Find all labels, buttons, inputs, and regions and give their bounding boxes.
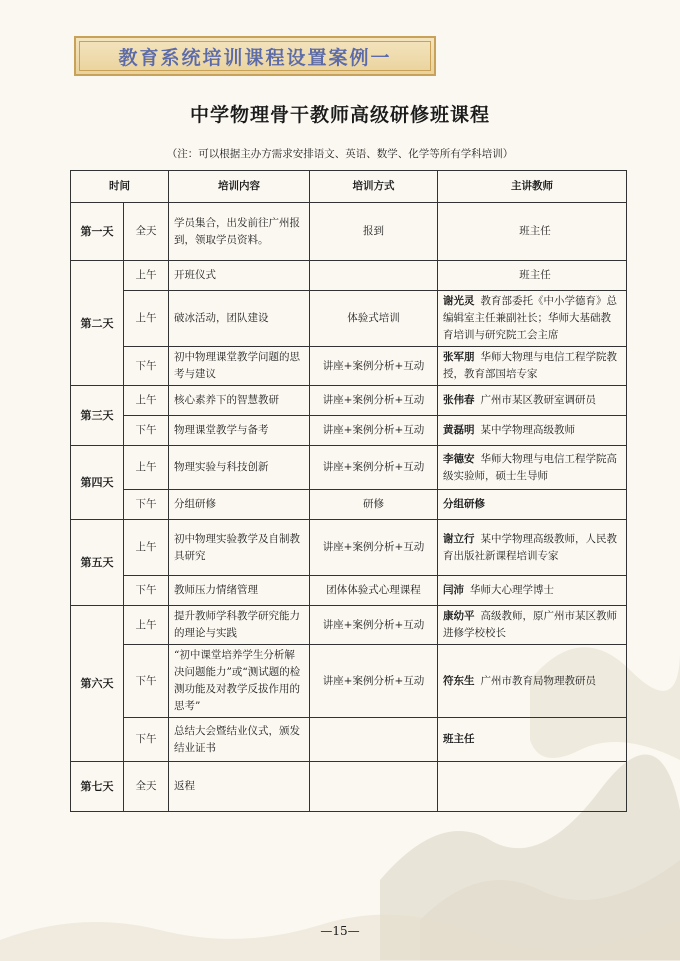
teacher-description: 某中学物理高级教师，人民教育出版社新课程培训专家 bbox=[443, 532, 617, 562]
time-slot-cell: 下午 bbox=[124, 347, 169, 386]
table-row bbox=[71, 520, 627, 576]
content-cell: 分组研修 bbox=[169, 490, 310, 520]
day-cell: 第四天 bbox=[71, 446, 124, 520]
content-cell: 学员集合，出发前往广州报到，领取学员资料。 bbox=[169, 203, 310, 261]
page-number: —15— bbox=[320, 924, 360, 938]
teacher-cell bbox=[438, 446, 627, 490]
header-content: 培训内容 bbox=[169, 171, 310, 203]
method-cell: 体验式培训 bbox=[310, 291, 438, 347]
table-row bbox=[71, 645, 627, 718]
teacher-name: 黄磊明 bbox=[443, 424, 475, 436]
table-row bbox=[71, 291, 627, 347]
content-cell: 物理课堂教学与备考 bbox=[169, 416, 310, 446]
method-cell: 讲座+案例分析+互动 bbox=[310, 520, 438, 576]
method-cell: 研修 bbox=[310, 490, 438, 520]
teacher-cell bbox=[438, 386, 627, 416]
note-text: （注：可以根据主办方需求安排语文、英语、数学、化学等所有学科培训） bbox=[166, 148, 514, 160]
table-row bbox=[71, 416, 627, 446]
content-cell: 破冰活动，团队建设 bbox=[169, 291, 310, 347]
time-slot-cell: 下午 bbox=[124, 645, 169, 718]
teacher-name: 谢光灵 bbox=[443, 295, 475, 307]
day-cell: 第六天 bbox=[71, 606, 124, 762]
day-cell: 第七天 bbox=[71, 762, 124, 812]
method-cell bbox=[310, 762, 438, 812]
time-slot-cell: 下午 bbox=[124, 576, 169, 606]
content-cell: 初中物理实验教学及自制教具研究 bbox=[169, 520, 310, 576]
day-cell: 第二天 bbox=[71, 261, 124, 386]
time-slot-cell: 下午 bbox=[124, 718, 169, 762]
table-row bbox=[71, 576, 627, 606]
time-slot-cell: 上午 bbox=[124, 606, 169, 645]
day-cell: 第三天 bbox=[71, 386, 124, 446]
method-cell bbox=[310, 261, 438, 291]
teacher-cell bbox=[438, 347, 627, 386]
content-cell: 返程 bbox=[169, 762, 310, 812]
table-row bbox=[71, 490, 627, 520]
teacher-description: 华师大心理学博士 bbox=[470, 584, 554, 596]
teacher-description: 教育部委托《中小学德育》总编辑室主任兼副社长；华师大基础教育培训与研究院工会主席 bbox=[443, 295, 617, 341]
content-cell: 教师压力情绪管理 bbox=[169, 576, 310, 606]
banner-title: 教育系统培训课程设置案例一 bbox=[118, 46, 392, 69]
teacher-name: 闫沛 bbox=[443, 584, 464, 596]
day-cell: 第一天 bbox=[71, 203, 124, 261]
header-time: 时间 bbox=[71, 171, 169, 203]
teacher-description: 华师大物理与电信工程学院高级实验师，硕士生导师 bbox=[443, 452, 617, 482]
header-teacher: 主讲教师 bbox=[438, 171, 627, 203]
time-slot-cell: 上午 bbox=[124, 291, 169, 347]
time-slot-cell: 上午 bbox=[124, 386, 169, 416]
table-row bbox=[71, 386, 627, 416]
teacher-description: 某中学物理高级教师 bbox=[480, 424, 575, 436]
teacher-description: 高级教师，原广州市某区教师进修学校校长 bbox=[443, 610, 617, 639]
teacher-description: 华师大物理与电信工程学院教授，教育部国培专家 bbox=[443, 351, 617, 380]
time-slot-cell: 下午 bbox=[124, 416, 169, 446]
time-slot-cell: 上午 bbox=[124, 261, 169, 291]
table-row bbox=[71, 446, 627, 490]
method-cell: 讲座+案例分析+互动 bbox=[310, 386, 438, 416]
table-row bbox=[71, 606, 627, 645]
time-slot-cell: 上午 bbox=[124, 446, 169, 490]
table-row bbox=[71, 718, 627, 762]
teacher-cell bbox=[438, 261, 627, 291]
teacher-description: 班主任 bbox=[519, 225, 551, 237]
teacher-cell bbox=[438, 291, 627, 347]
method-cell bbox=[310, 718, 438, 762]
method-cell: 讲座+案例分析+互动 bbox=[310, 347, 438, 386]
teacher-description: 班主任 bbox=[519, 269, 551, 281]
method-cell: 团体体验式心理课程 bbox=[310, 576, 438, 606]
content-cell: 总结大会暨结业仪式，颁发结业证书 bbox=[169, 718, 310, 762]
content-cell: 提升教师学科教学研究能力的理论与实践 bbox=[169, 606, 310, 645]
header-method: 培训方式 bbox=[310, 171, 438, 203]
time-slot-cell: 全天 bbox=[124, 203, 169, 261]
time-slot-cell: 上午 bbox=[124, 520, 169, 576]
method-cell: 讲座+案例分析+互动 bbox=[310, 416, 438, 446]
teacher-cell bbox=[438, 416, 627, 446]
teacher-name: 班主任 bbox=[443, 733, 475, 745]
teacher-name: 康幼平 bbox=[443, 610, 475, 622]
table-row bbox=[71, 203, 627, 261]
method-cell: 报到 bbox=[310, 203, 438, 261]
teacher-cell bbox=[438, 203, 627, 261]
teacher-cell bbox=[438, 490, 627, 520]
teacher-name: 分组研修 bbox=[443, 498, 485, 510]
wave-decoration bbox=[0, 880, 680, 961]
table-row bbox=[71, 347, 627, 386]
teacher-name: 李德安 bbox=[443, 452, 475, 465]
teacher-cell bbox=[438, 645, 627, 718]
teacher-name: 谢立行 bbox=[443, 532, 475, 545]
section-banner bbox=[74, 36, 436, 76]
teacher-name: 符东生 bbox=[443, 674, 475, 687]
time-slot-cell: 下午 bbox=[124, 490, 169, 520]
method-cell: 讲座+案例分析+互动 bbox=[310, 606, 438, 645]
page-title: 中学物理骨干教师高级研修班课程 bbox=[189, 104, 490, 126]
teacher-cell bbox=[438, 520, 627, 576]
table-row bbox=[71, 261, 627, 291]
time-slot-cell: 全天 bbox=[124, 762, 169, 812]
teacher-cell bbox=[438, 606, 627, 645]
teacher-cell bbox=[438, 576, 627, 606]
teacher-cell bbox=[438, 718, 627, 762]
table-header-row bbox=[71, 171, 627, 203]
content-cell: 初中物理课堂教学问题的思考与建议 bbox=[169, 347, 310, 386]
content-cell: 开班仪式 bbox=[169, 261, 310, 291]
method-cell: 讲座+案例分析+互动 bbox=[310, 446, 438, 490]
day-cell: 第五天 bbox=[71, 520, 124, 606]
teacher-cell bbox=[438, 762, 627, 812]
content-cell: 核心素养下的智慧教研 bbox=[169, 386, 310, 416]
teacher-description: 广州市某区教研室调研员 bbox=[480, 394, 596, 406]
teacher-name: 张伟春 bbox=[443, 394, 475, 406]
content-cell: 物理实验与科技创新 bbox=[169, 446, 310, 490]
course-schedule-table bbox=[70, 170, 627, 812]
content-cell: “初中课堂培养学生分析解决问题能力”或“测试题的检测功能及对教学反拔作用的思考” bbox=[169, 645, 310, 718]
method-cell: 讲座+案例分析+互动 bbox=[310, 645, 438, 718]
teacher-description: 广州市教育局物理教研员 bbox=[480, 674, 596, 687]
table-row bbox=[71, 762, 627, 812]
teacher-name: 张军朋 bbox=[443, 351, 475, 363]
